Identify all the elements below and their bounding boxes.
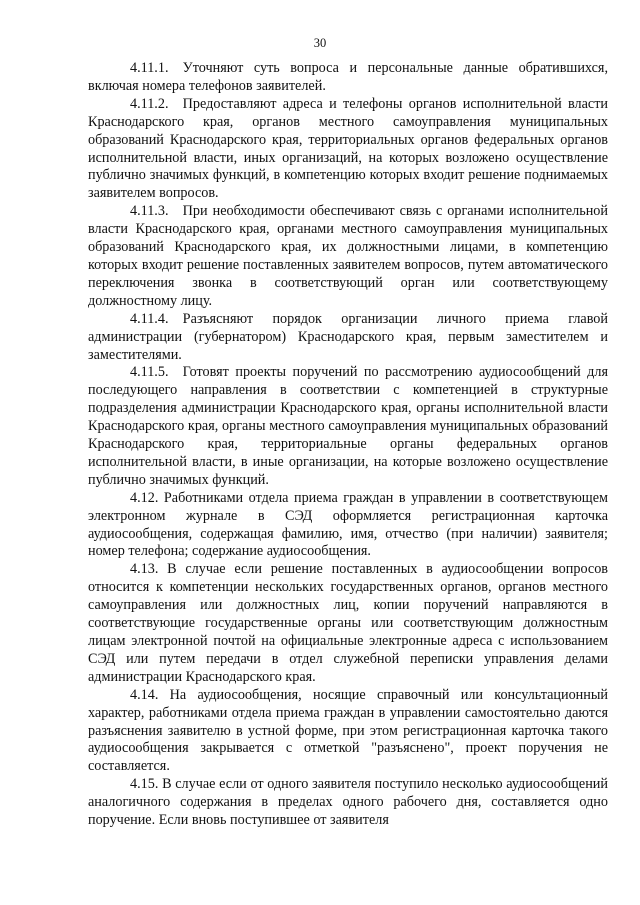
paragraph-4-11-1: 4.11.1. Уточняют суть вопроса и персональные данные обратившихся, включая номера телефонов заявителей.: [88, 60, 608, 94]
paragraph-4-11-3: 4.11.3. При необходимости обеспечивают связь с органами исполнительной власти Краснодарского края, органами местного самоуправления муниципальных образований Краснодарского края, их должностными лицами, в компетенцию которых входит решение поставленных заявителем вопросов, путем автоматического переключения звонка в соответствующий орган или соответствующему должностному лицу.: [88, 203, 608, 309]
paragraph-4-12: 4.12. Работниками отдела приема граждан в управлении в соответствующем электронном журнале в СЭД оформляется регистрационная карточка аудиосообщения, содержащая фамилию, имя, отчество (при наличии) заявителя; номер телефона; содержание аудиосообщения.: [88, 489, 608, 560]
document-body: [88, 60, 608, 830]
paragraph-4-11-2: 4.11.2. Предоставляют адреса и телефоны органов исполнительной власти Краснодарского края, органов местного самоуправления муниципальных образований Краснодарского края, территориальных органов федеральных органов исполнительной власти, иных организаций, на которых возложено осуществление публично значимых функций, в компетенцию которых входит решение поднимаемых заявителем вопросов.: [88, 95, 608, 202]
paragraph-4-13: 4.13. В случае если решение поставленных в аудиосообщении вопросов относится к компетенции нескольких государственных органов, органов местного самоуправления или должностных лиц, копии поручений направляются в соответствующие государственные органы или соответствующим должностным лицам электронной почтой на официальные электронные адреса с использованием СЭД или путем передачи в отдел служебной переписки управления делами администрации Краснодарского края.: [88, 561, 608, 685]
paragraph-4-11-5: 4.11.5. Готовят проекты поручений по рассмотрению аудиосообщений для последующего направления в соответствии с компетенцией в структурные подразделения администрации Краснодарского края, органы исполнительной власти Краснодарского края, органы местного самоуправления муниципальных образований Краснодарского края, территориальные органы федеральных органов исполнительной власти, в иные организации, на которые возложено осуществление публично значимых функций.: [88, 364, 608, 488]
paragraph-4-11-4: 4.11.4. Разъясняют порядок организации личного приема главой администрации (губернатором) Краснодарского края, первым заместителем и заместителями.: [88, 310, 608, 363]
paragraph-4-15: 4.15. В случае если от одного заявителя поступило несколько аудиосообщений аналогичного содержания в пределах одного рабочего дня, составляется одно поручение. Если вновь поступившее от заявителя: [88, 776, 608, 829]
page-number: 30: [313, 36, 327, 50]
paragraph-4-14: 4.14. На аудиосообщения, носящие справочный или консультационный характер, работниками отдела приема граждан в управлении самостоятельно даются разъяснения заявителю в устной форме, при этом регистрационная карточка такого аудиосообщения закрывается с отметкой "разъяснено", проект поручения не составляется.: [88, 686, 608, 775]
